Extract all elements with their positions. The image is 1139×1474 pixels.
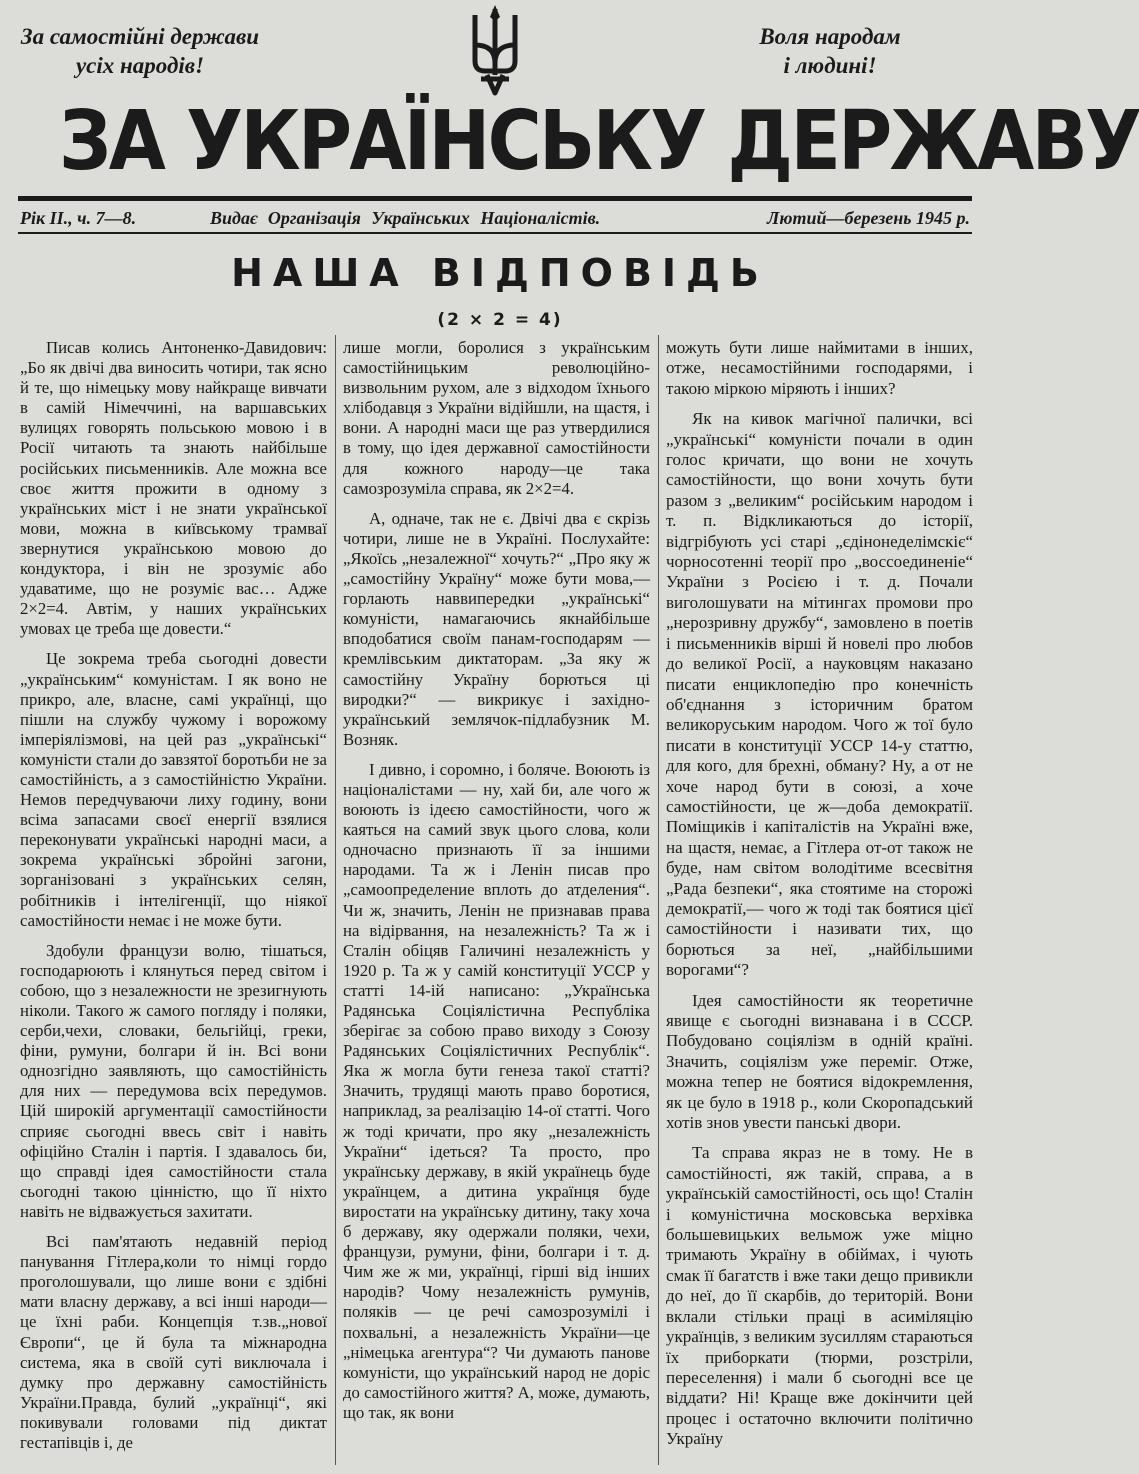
paragraph: Писав колись Антоненко-Давидович: „Бо як двічі два виносить чотири, так ясно й те, що німецьку мову найкраще вивчати в самій Німеччині, на варшавських вулицях говорять польською мовою і в Росії читають та знають найбільше російських письменників. Але можна все своє життя прожити в одному з українських міст і не знати української мови, можна в київському трамваї звернутися українською мовою до кондуктора, і він не зрозуміє або удаватиме, що не розуміє вас… Адже 2×2=4. Автім, у наших українських умовах це треба ще довести.“ <box>20 338 327 639</box>
paragraph: І дивно, і соромно, і боляче. Воюють із націоналістами — ну, хай би, але чого ж воюють із ідеєю самостійности, чого ж каяться на самий звук цього слова, коли одночасно признають її за іншими народами. Та ж і Ленін писав про „самоопределение вплоть до атделения“. Чи ж, значить, Ленін не признавав права на відірвання, на незалежність? Та ж і Сталін обіцяв Галичині незалежність у 1920 р. Та ж у самій конституції УССР у статті 14-ій написано: „Українська Радянська Соціялістична Республіка зберігає за собою право виходу з Союзу Радянських Соціялістичних Республік“. Яка ж могла бути генеза такої статті? Значить, трудящі мають право боротися, наприклад, за реалізацію 14-ої статті. Чого ж тоді кричати, про яку „незалежність України“ ідеться? Та просто, про українську державу, в якій українець буде українцем, а дитина українця буде виростати на українську дитину, таку хоча б державу, яку одержали поляки, чехи, французи, румуни, фіни, болгари і т. д. Чим же ж ми, українці, гірші від інших народів? Чому незалежність румунів, поляків — це речі самозрозумілі і похвальні, а незалежність України—це „німецька агентура“? Чи думають панове комуністи, що український народ не доріс до самостійного життя? А, може, думають, що так, як вони <box>343 759 650 1422</box>
paragraph: Як на кивок магічної палички, всі „українські“ комуністи почали в один голос кричати, що вони не хочуть самостійности, що вони хочуть бути разом з „великим“ російським народом і т. п. Відкликаються до історії, відгрібують усі старі „єдінонеделімскіє“ чорносотенні теорії про „воссоединеніе“ України з Росією і т. д. Почали виголошувати на мітингах промови про „нерозривну дружбу“, замовлено в поетів і письменників вірші й новелі про любов до великої Росії, а науковцям наказано писати енциклопедію про конечність об'єднання з історичним братом великоруським народом. Чого ж тої було писати в конституції УССР 14-у статтю, для кого, для брехні, обману? Ну, а от не хоче народ бути в союзі, а хоче самостійности, це ж—доба демократії. Поміщиків і капіталістів на Україні вже, на щастя, немає, а Гітлера от-от також не буде, нам світом володітиме всесвітня „Рада безпеки“, яка стоятиме на сторожі демократії,— чого ж тоді так боятися цієї самостійности і називати тих, що борються за неї, „найбільшими ворогами“? <box>666 409 973 980</box>
column-divider <box>335 335 336 1465</box>
paragraph: Та справа якраз не в тому. Не в самостійності, яж такій, справа, а в українській самостійності, ось що! Сталін і комуністична московська верхівка большевицьких вельмож уже міцно тримають Україну в обіймах, і чують смак її багатств і вже таки дещо привикли до неї, до її скарбів, до територій. Вони вклали стільки праці в асиміляцію українців, з великим зусиллям стараються їх приборкати (тюрми, розстріли, переселення) і мали б сьогодні все це віддати? Ні! Краще вже докінчити цей процес і остаточно включити політично Україну <box>666 1143 973 1449</box>
article-column-1 <box>20 338 327 1463</box>
info-rule <box>18 232 972 234</box>
paragraph: Всі пам'ятають недавній період панування Гітлера,коли то німці гордо проголошували, що лише вони є здібні мати власну державу, а всі інші народи—це їхні раби. Концепція т.зв.„нової Європи“, це й була та міжнародна система, яка в своїй суті виключала і думку про державну самостійність України.Правда, булий „українці“, які покивували головами під диктат гестапівців і, де <box>20 1232 327 1452</box>
masthead-rule <box>18 196 972 201</box>
slogan-left: За самостійні держави усіх народів! <box>20 24 260 78</box>
article-column-2 <box>343 338 650 1433</box>
paragraph: можуть бути лише наймитами в інших, отже, несамостійними господарями, і такою міркою міряють і інших? <box>666 338 973 398</box>
article-title: НАША ВІДПОВІДЬ <box>231 251 769 295</box>
column-divider <box>658 335 659 1465</box>
publisher-line: Видає Організація Українських Націоналістів. <box>210 208 601 228</box>
masthead-title: ЗА УКРАЇНСЬКУ ДЕРЖАВУ <box>59 94 1139 189</box>
paragraph: Ідея самостійности як теоретичне явище є сьогодні визнавана і в СССР. Побудовано соціялізм в одній країні. Значить, соціялізм уже переміг. Отже, можна тепер не боятися відокремлення, як це було в 1918 р., коли Скоропадський хотів знов увести панські двори. <box>666 990 973 1133</box>
article-subtitle: (2 × 2 = 4) <box>437 310 563 330</box>
paragraph: А, одначе, так не є. Двічі два є скрізь чотири, лише не в Україні. Послухайте: „Якоїсь „незалежної“ хочуть?“ „Про яку ж „самостійну Україну“ може бути мова,—горлають наввипередки „українські“ комуністи, намагаючись якнайбільше вподобатися своїм панам-господарям — кремлівським диктаторам. „За яку ж самостійну Україну борються ці виродки?“ — викрикує і західно-український землячок-підлабузник М. Возняк. <box>343 508 650 749</box>
paragraph: лише могли, боролися з українським самостійницьким революційно-визвольним рухом, але з відходом їхнього хлібодавця з України відійшли, на щастя, і вони. А народні маси ще раз утвердилися в тому, що ідея державної самостійности для кожного народу—це така самозрозуміла справа, як 2×2=4. <box>343 338 650 498</box>
article-column-3 <box>666 338 973 1460</box>
issue-date: Лютий—березень 1945 р. <box>767 208 970 228</box>
issue-number: Рік II., ч. 7—8. <box>20 208 137 228</box>
paragraph: Здобули французи волю, тішаться, господарюють і клянуться перед світом і собою, що з незалежности не зрезигнують ніколи. Такого ж самого погляду і поляки, серби,чехи, словаки, бельгійці, греки, фіни, румуни, болгари й ін. Всі вони однозгідно заявляють, що самостійність для них — передумова всіх передумов. Цій широкій аргументації самостійности сприяє сьогодні ввесь світ і навіть офіційно Сталін і партія. І здавалось би, що справді ідея самостійности стала сьогодні такою цінністю, що її ніхто навіть не відважується захитати. <box>20 940 327 1221</box>
slogan-right: Воля народам і людині! <box>759 24 901 78</box>
paragraph: Це зокрема треба сьогодні довести „українським“ комуністам. І як воно не прикро, але, власне, самі українці, що пішли на службу чужому і ворожому імперіялізмові, на цей раз „українські“ комуністи стали до завзятої боротьби не за самостійність, а з самостійністю України. Немов передчуваючи лиху годину, вони всіма запасами своєї енергії взялися переконувати українські народні маси, а зокрема українські збройні загони, зорганізовані з українських селян, робітників і інтелігенції, що ніякої самостійности немає і не може бути. <box>20 649 327 930</box>
